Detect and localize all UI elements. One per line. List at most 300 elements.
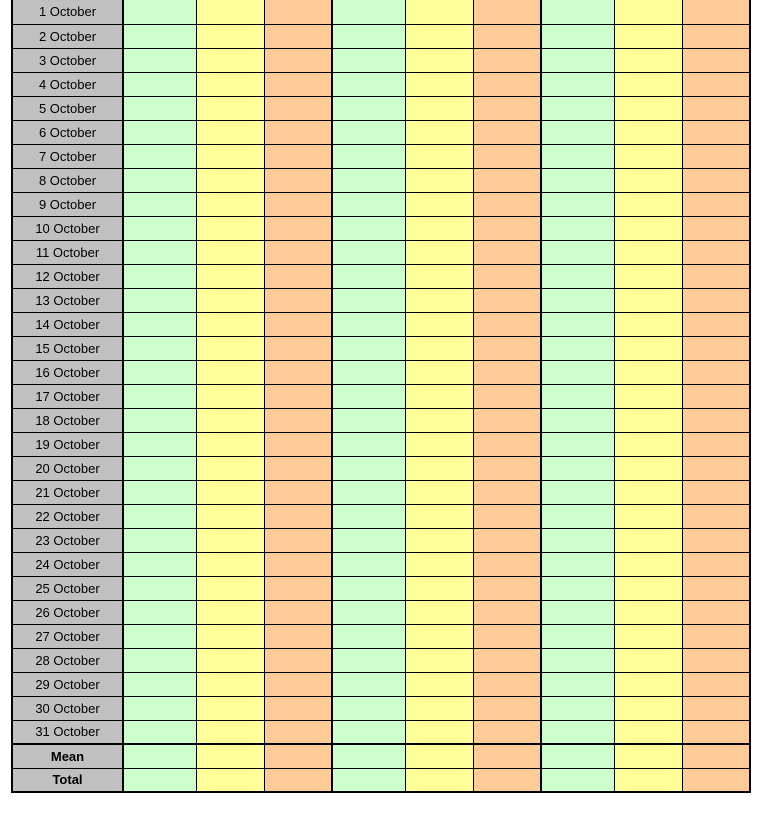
data-cell[interactable] (196, 696, 264, 720)
data-cell[interactable] (196, 264, 264, 288)
data-cell[interactable] (405, 240, 473, 264)
data-cell[interactable] (541, 648, 614, 672)
data-cell[interactable] (614, 144, 682, 168)
data-cell[interactable] (264, 72, 332, 96)
data-cell[interactable] (264, 312, 332, 336)
data-cell[interactable] (682, 528, 750, 552)
data-cell[interactable] (332, 168, 405, 192)
data-cell[interactable] (123, 240, 196, 264)
data-cell[interactable] (614, 72, 682, 96)
data-cell[interactable] (541, 264, 614, 288)
row-label-cell[interactable]: 9 October (12, 192, 123, 216)
row-label-cell[interactable]: 11 October (12, 240, 123, 264)
data-cell[interactable] (264, 360, 332, 384)
data-cell[interactable] (473, 480, 541, 504)
row-label-cell[interactable]: 30 October (12, 696, 123, 720)
data-cell[interactable] (196, 192, 264, 216)
row-label-cell[interactable]: 14 October (12, 312, 123, 336)
data-cell[interactable] (123, 192, 196, 216)
data-cell[interactable] (123, 480, 196, 504)
data-cell[interactable] (332, 48, 405, 72)
data-cell[interactable] (264, 0, 332, 24)
data-cell[interactable] (682, 264, 750, 288)
data-cell[interactable] (123, 768, 196, 792)
data-cell[interactable] (264, 120, 332, 144)
data-cell[interactable] (123, 576, 196, 600)
data-cell[interactable] (473, 216, 541, 240)
data-cell[interactable] (405, 24, 473, 48)
data-cell[interactable] (473, 744, 541, 768)
row-label-cell[interactable]: 2 October (12, 24, 123, 48)
row-label-cell[interactable]: 29 October (12, 672, 123, 696)
data-cell[interactable] (332, 312, 405, 336)
data-cell[interactable] (332, 744, 405, 768)
data-cell[interactable] (196, 480, 264, 504)
row-label-cell[interactable]: 25 October (12, 576, 123, 600)
data-cell[interactable] (614, 384, 682, 408)
row-label-cell[interactable]: 21 October (12, 480, 123, 504)
data-cell[interactable] (541, 336, 614, 360)
data-cell[interactable] (614, 696, 682, 720)
data-cell[interactable] (123, 552, 196, 576)
data-cell[interactable] (405, 720, 473, 744)
data-cell[interactable] (332, 336, 405, 360)
data-cell[interactable] (196, 624, 264, 648)
data-cell[interactable] (473, 360, 541, 384)
data-cell[interactable] (123, 504, 196, 528)
data-cell[interactable] (405, 408, 473, 432)
data-cell[interactable] (541, 624, 614, 648)
data-cell[interactable] (196, 744, 264, 768)
data-cell[interactable] (405, 312, 473, 336)
data-cell[interactable] (123, 288, 196, 312)
data-cell[interactable] (682, 600, 750, 624)
data-cell[interactable] (473, 696, 541, 720)
data-cell[interactable] (405, 432, 473, 456)
data-cell[interactable] (123, 96, 196, 120)
data-cell[interactable] (332, 648, 405, 672)
data-cell[interactable] (614, 336, 682, 360)
data-cell[interactable] (473, 336, 541, 360)
data-cell[interactable] (123, 120, 196, 144)
data-cell[interactable] (405, 216, 473, 240)
data-cell[interactable] (405, 744, 473, 768)
data-cell[interactable] (196, 240, 264, 264)
data-cell[interactable] (196, 672, 264, 696)
data-cell[interactable] (405, 552, 473, 576)
data-cell[interactable] (682, 624, 750, 648)
data-cell[interactable] (405, 768, 473, 792)
data-cell[interactable] (541, 312, 614, 336)
data-cell[interactable] (405, 456, 473, 480)
data-cell[interactable] (332, 120, 405, 144)
row-label-cell[interactable]: 8 October (12, 168, 123, 192)
data-cell[interactable] (473, 600, 541, 624)
data-cell[interactable] (614, 504, 682, 528)
data-cell[interactable] (332, 672, 405, 696)
data-cell[interactable] (332, 144, 405, 168)
data-cell[interactable] (264, 48, 332, 72)
data-cell[interactable] (682, 96, 750, 120)
data-cell[interactable] (332, 0, 405, 24)
data-cell[interactable] (541, 456, 614, 480)
data-cell[interactable] (614, 216, 682, 240)
data-cell[interactable] (332, 600, 405, 624)
data-cell[interactable] (682, 768, 750, 792)
data-cell[interactable] (332, 504, 405, 528)
row-label-cell[interactable]: 22 October (12, 504, 123, 528)
data-cell[interactable] (541, 96, 614, 120)
data-cell[interactable] (264, 240, 332, 264)
data-cell[interactable] (614, 288, 682, 312)
data-cell[interactable] (473, 264, 541, 288)
data-cell[interactable] (123, 0, 196, 24)
data-cell[interactable] (541, 48, 614, 72)
data-cell[interactable] (473, 648, 541, 672)
data-cell[interactable] (541, 672, 614, 696)
data-cell[interactable] (541, 504, 614, 528)
data-cell[interactable] (332, 456, 405, 480)
data-cell[interactable] (332, 24, 405, 48)
data-cell[interactable] (332, 528, 405, 552)
data-cell[interactable] (682, 432, 750, 456)
data-cell[interactable] (196, 552, 264, 576)
data-cell[interactable] (405, 0, 473, 24)
data-cell[interactable] (682, 672, 750, 696)
data-cell[interactable] (196, 96, 264, 120)
data-cell[interactable] (196, 528, 264, 552)
data-cell[interactable] (614, 624, 682, 648)
data-cell[interactable] (123, 216, 196, 240)
data-cell[interactable] (614, 24, 682, 48)
row-label-cell[interactable]: 6 October (12, 120, 123, 144)
data-cell[interactable] (264, 576, 332, 600)
data-cell[interactable] (196, 504, 264, 528)
data-cell[interactable] (405, 96, 473, 120)
data-cell[interactable] (264, 528, 332, 552)
data-cell[interactable] (541, 744, 614, 768)
data-cell[interactable] (264, 768, 332, 792)
data-cell[interactable] (123, 720, 196, 744)
data-cell[interactable] (614, 192, 682, 216)
data-cell[interactable] (614, 768, 682, 792)
summary-label-cell[interactable]: Mean (12, 744, 123, 768)
data-cell[interactable] (682, 312, 750, 336)
data-cell[interactable] (264, 744, 332, 768)
data-cell[interactable] (682, 576, 750, 600)
data-cell[interactable] (123, 312, 196, 336)
data-cell[interactable] (264, 504, 332, 528)
data-cell[interactable] (196, 408, 264, 432)
data-cell[interactable] (614, 120, 682, 144)
row-label-cell[interactable]: 23 October (12, 528, 123, 552)
data-cell[interactable] (196, 600, 264, 624)
row-label-cell[interactable]: 18 October (12, 408, 123, 432)
data-cell[interactable] (196, 288, 264, 312)
data-cell[interactable] (682, 216, 750, 240)
data-cell[interactable] (682, 0, 750, 24)
data-cell[interactable] (541, 192, 614, 216)
data-cell[interactable] (473, 552, 541, 576)
data-cell[interactable] (196, 768, 264, 792)
data-cell[interactable] (405, 168, 473, 192)
data-cell[interactable] (682, 24, 750, 48)
data-cell[interactable] (405, 336, 473, 360)
data-cell[interactable] (264, 192, 332, 216)
data-cell[interactable] (123, 600, 196, 624)
data-cell[interactable] (264, 600, 332, 624)
data-cell[interactable] (332, 696, 405, 720)
data-cell[interactable] (405, 696, 473, 720)
data-cell[interactable] (123, 648, 196, 672)
data-cell[interactable] (332, 240, 405, 264)
data-cell[interactable] (614, 576, 682, 600)
data-cell[interactable] (541, 72, 614, 96)
data-cell[interactable] (264, 216, 332, 240)
data-cell[interactable] (614, 96, 682, 120)
data-cell[interactable] (541, 120, 614, 144)
data-cell[interactable] (541, 288, 614, 312)
data-cell[interactable] (473, 576, 541, 600)
data-cell[interactable] (682, 408, 750, 432)
row-label-cell[interactable]: 24 October (12, 552, 123, 576)
data-cell[interactable] (405, 576, 473, 600)
data-cell[interactable] (473, 384, 541, 408)
data-cell[interactable] (196, 360, 264, 384)
data-cell[interactable] (682, 504, 750, 528)
data-cell[interactable] (473, 72, 541, 96)
data-cell[interactable] (264, 624, 332, 648)
data-cell[interactable] (541, 480, 614, 504)
data-cell[interactable] (196, 312, 264, 336)
row-label-cell[interactable]: 3 October (12, 48, 123, 72)
data-cell[interactable] (196, 216, 264, 240)
data-cell[interactable] (264, 408, 332, 432)
data-cell[interactable] (541, 600, 614, 624)
data-cell[interactable] (123, 672, 196, 696)
data-cell[interactable] (682, 240, 750, 264)
row-label-cell[interactable]: 28 October (12, 648, 123, 672)
data-cell[interactable] (614, 432, 682, 456)
row-label-cell[interactable]: 26 October (12, 600, 123, 624)
data-cell[interactable] (473, 240, 541, 264)
data-cell[interactable] (682, 720, 750, 744)
data-cell[interactable] (405, 120, 473, 144)
data-cell[interactable] (541, 240, 614, 264)
data-cell[interactable] (682, 168, 750, 192)
data-cell[interactable] (541, 168, 614, 192)
data-cell[interactable] (264, 24, 332, 48)
data-cell[interactable] (196, 144, 264, 168)
data-cell[interactable] (614, 312, 682, 336)
data-cell[interactable] (541, 552, 614, 576)
data-cell[interactable] (682, 696, 750, 720)
data-cell[interactable] (196, 0, 264, 24)
data-cell[interactable] (405, 264, 473, 288)
data-cell[interactable] (405, 648, 473, 672)
summary-label-cell[interactable]: Total (12, 768, 123, 792)
row-label-cell[interactable]: 31 October (12, 720, 123, 744)
data-cell[interactable] (196, 648, 264, 672)
data-cell[interactable] (682, 144, 750, 168)
data-cell[interactable] (682, 192, 750, 216)
data-cell[interactable] (682, 384, 750, 408)
data-cell[interactable] (473, 192, 541, 216)
data-cell[interactable] (123, 744, 196, 768)
data-cell[interactable] (264, 336, 332, 360)
data-cell[interactable] (196, 432, 264, 456)
data-cell[interactable] (473, 0, 541, 24)
data-cell[interactable] (473, 120, 541, 144)
data-cell[interactable] (264, 456, 332, 480)
data-cell[interactable] (123, 432, 196, 456)
data-cell[interactable] (405, 600, 473, 624)
data-cell[interactable] (405, 672, 473, 696)
data-cell[interactable] (682, 288, 750, 312)
data-cell[interactable] (264, 168, 332, 192)
row-label-cell[interactable]: 19 October (12, 432, 123, 456)
data-cell[interactable] (682, 336, 750, 360)
data-cell[interactable] (332, 432, 405, 456)
data-cell[interactable] (682, 456, 750, 480)
row-label-cell[interactable]: 4 October (12, 72, 123, 96)
row-label-cell[interactable]: 12 October (12, 264, 123, 288)
data-cell[interactable] (196, 168, 264, 192)
data-cell[interactable] (264, 144, 332, 168)
data-cell[interactable] (123, 72, 196, 96)
data-cell[interactable] (682, 360, 750, 384)
data-cell[interactable] (541, 144, 614, 168)
data-cell[interactable] (123, 144, 196, 168)
data-cell[interactable] (614, 672, 682, 696)
data-cell[interactable] (405, 528, 473, 552)
data-cell[interactable] (405, 48, 473, 72)
data-cell[interactable] (123, 408, 196, 432)
data-cell[interactable] (614, 744, 682, 768)
data-cell[interactable] (332, 480, 405, 504)
data-cell[interactable] (332, 360, 405, 384)
data-cell[interactable] (614, 264, 682, 288)
data-cell[interactable] (614, 240, 682, 264)
data-cell[interactable] (196, 336, 264, 360)
data-cell[interactable] (541, 432, 614, 456)
row-label-cell[interactable]: 10 October (12, 216, 123, 240)
data-cell[interactable] (264, 288, 332, 312)
row-label-cell[interactable]: 16 October (12, 360, 123, 384)
data-cell[interactable] (473, 432, 541, 456)
data-cell[interactable] (682, 744, 750, 768)
data-cell[interactable] (123, 336, 196, 360)
data-cell[interactable] (332, 624, 405, 648)
data-cell[interactable] (332, 264, 405, 288)
data-cell[interactable] (196, 384, 264, 408)
data-cell[interactable] (332, 384, 405, 408)
data-cell[interactable] (196, 576, 264, 600)
data-cell[interactable] (196, 120, 264, 144)
data-cell[interactable] (405, 480, 473, 504)
data-cell[interactable] (473, 768, 541, 792)
row-label-cell[interactable]: 5 October (12, 96, 123, 120)
data-cell[interactable] (405, 624, 473, 648)
row-label-cell[interactable]: 20 October (12, 456, 123, 480)
data-cell[interactable] (473, 528, 541, 552)
row-label-cell[interactable]: 17 October (12, 384, 123, 408)
data-cell[interactable] (405, 384, 473, 408)
data-cell[interactable] (332, 552, 405, 576)
data-cell[interactable] (332, 192, 405, 216)
data-cell[interactable] (541, 0, 614, 24)
data-cell[interactable] (123, 264, 196, 288)
data-cell[interactable] (196, 720, 264, 744)
data-cell[interactable] (264, 96, 332, 120)
data-cell[interactable] (332, 768, 405, 792)
data-cell[interactable] (541, 216, 614, 240)
data-cell[interactable] (614, 456, 682, 480)
data-cell[interactable] (123, 384, 196, 408)
data-cell[interactable] (473, 672, 541, 696)
data-cell[interactable] (264, 648, 332, 672)
data-cell[interactable] (614, 600, 682, 624)
data-cell[interactable] (123, 48, 196, 72)
row-label-cell[interactable]: 27 October (12, 624, 123, 648)
data-cell[interactable] (473, 96, 541, 120)
data-cell[interactable] (541, 384, 614, 408)
row-label-cell[interactable]: 13 October (12, 288, 123, 312)
data-cell[interactable] (473, 144, 541, 168)
data-cell[interactable] (473, 504, 541, 528)
data-cell[interactable] (332, 96, 405, 120)
data-cell[interactable] (614, 0, 682, 24)
data-cell[interactable] (405, 144, 473, 168)
data-cell[interactable] (264, 432, 332, 456)
data-cell[interactable] (614, 648, 682, 672)
data-cell[interactable] (682, 648, 750, 672)
row-label-cell[interactable]: 1 October (12, 0, 123, 24)
data-cell[interactable] (332, 72, 405, 96)
data-cell[interactable] (405, 288, 473, 312)
data-cell[interactable] (332, 216, 405, 240)
data-cell[interactable] (473, 624, 541, 648)
data-cell[interactable] (682, 72, 750, 96)
data-cell[interactable] (196, 48, 264, 72)
data-cell[interactable] (123, 168, 196, 192)
data-cell[interactable] (123, 624, 196, 648)
data-cell[interactable] (473, 408, 541, 432)
data-cell[interactable] (473, 168, 541, 192)
data-cell[interactable] (473, 24, 541, 48)
data-cell[interactable] (196, 24, 264, 48)
data-cell[interactable] (332, 288, 405, 312)
data-cell[interactable] (332, 720, 405, 744)
data-cell[interactable] (541, 720, 614, 744)
data-cell[interactable] (541, 360, 614, 384)
data-cell[interactable] (264, 672, 332, 696)
data-cell[interactable] (541, 528, 614, 552)
data-cell[interactable] (264, 720, 332, 744)
data-cell[interactable] (405, 192, 473, 216)
data-cell[interactable] (264, 264, 332, 288)
data-cell[interactable] (614, 48, 682, 72)
data-cell[interactable] (123, 360, 196, 384)
data-cell[interactable] (332, 408, 405, 432)
data-cell[interactable] (123, 24, 196, 48)
data-cell[interactable] (541, 696, 614, 720)
data-cell[interactable] (264, 696, 332, 720)
data-cell[interactable] (196, 72, 264, 96)
data-cell[interactable] (682, 552, 750, 576)
data-cell[interactable] (473, 288, 541, 312)
data-cell[interactable] (405, 360, 473, 384)
